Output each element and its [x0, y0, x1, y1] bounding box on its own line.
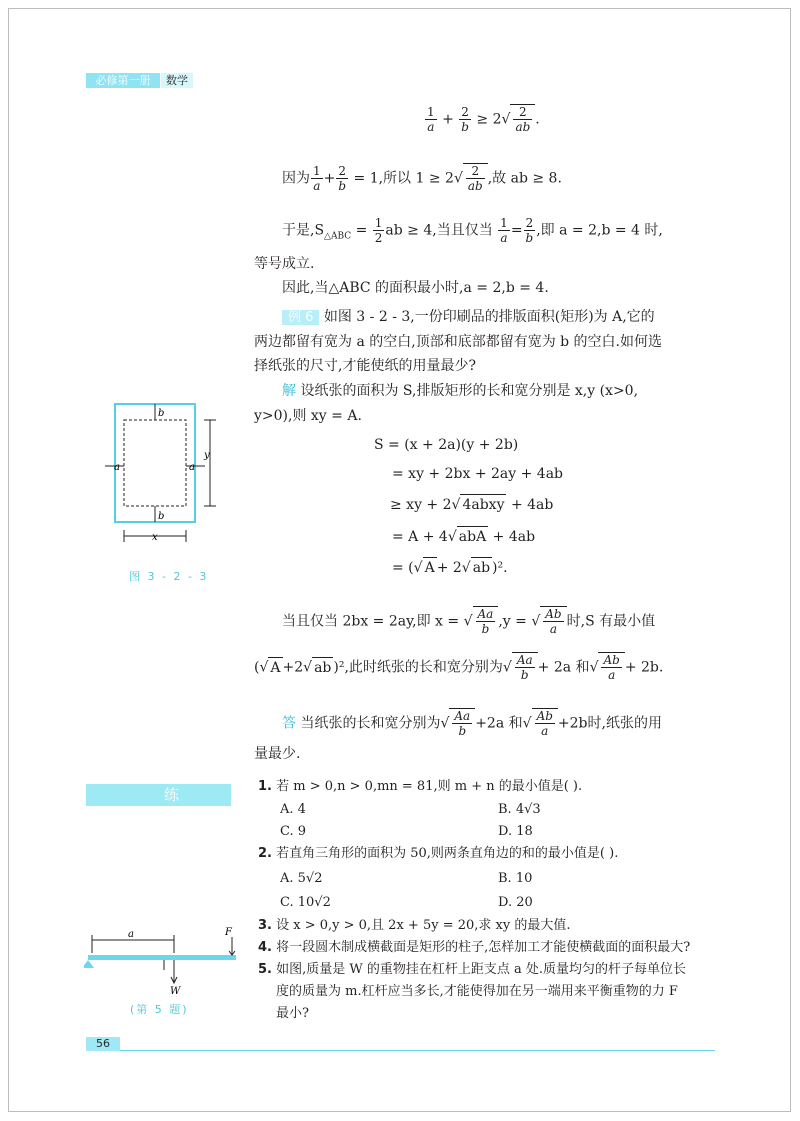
question-3: 3. 设 x > 0,y > 0,且 2x + 5y = 20,求 xy 的最大值. [258, 918, 571, 933]
fig-label-b-bottom: b [158, 511, 165, 522]
question-1: 1. 若 m > 0,n > 0,mn = 81,则 m + n 的最小值是( ). [258, 779, 583, 794]
paragraph-1: 因为 $\frac{1}{a}$ + $\frac{2}{b}$ = 1,所以 1 ≥ 2√ $\frac{2}{ab}$ ,故 ab ≥ 8. [282, 164, 562, 193]
paragraph-2-cont: 等号成立. [254, 256, 315, 272]
top-formula: $\frac{1}{a}$ + $\frac{2}{b}$ ≥ 2√ $\frac{2}{ab}$ . [427, 105, 540, 134]
page-number: 56 [86, 1037, 120, 1051]
condition-line-2: (√ A +2√ ab )²,此时纸张的长和宽分别为√ $\frac{Aa}{b}$ + 2a 和√ $\frac{Ab}{a}$ + 2b. [254, 653, 664, 682]
footer-line [86, 1050, 715, 1051]
question-5: 5. 如图,质量是 W 的重物挂在杠杆上距支点 a 处.质量均匀的杆子每单位长 [258, 962, 687, 977]
fig-label-y: y [204, 450, 210, 461]
q2-option-c: C. 10√2 [280, 895, 331, 910]
fig-label-x: x [152, 532, 158, 543]
example-tag: 例 6 [282, 310, 319, 325]
equation-3: ≥ xy + 2√ 4abxy + 4ab [390, 494, 553, 515]
print-rect [124, 420, 186, 506]
solution-line-1: 解 设纸张的面积为 S,排版矩形的长和宽分别是 x,y (x>0, [282, 383, 639, 399]
q1-option-a: A. 4 [280, 802, 306, 817]
solution-tag: 解 [282, 383, 296, 399]
paper-rect [115, 404, 195, 522]
fig-label-a-left: a [114, 462, 120, 473]
solution-line-2: y>0),则 xy = A. [254, 408, 362, 424]
answer-line-2: 量最少. [254, 746, 301, 762]
equation-4: = A + 4√ abA + 4ab [392, 526, 535, 547]
paragraph-3: 因此,当△ABC 的面积最小时,a = 2,b = 4. [282, 280, 549, 296]
question-4: 4. 将一段圆木制成横截面是矩形的柱子,怎样加工才能使横截面的面积最大? [258, 940, 691, 955]
book-label: 必修第一册 [86, 73, 160, 88]
equation-2: = xy + 2bx + 2ay + 4ab [392, 466, 564, 482]
q1-option-b: B. 4√3 [498, 802, 541, 817]
example-line-1: 例 6 如图 3 - 2 - 3,一份印刷品的排版面积(矩形)为 A,它的 [282, 307, 655, 328]
question-5-line-3: 最小? [276, 1006, 309, 1021]
condition-line-1: 当且仅当 2bx = 2ay,即 x = √ $\frac{Aa}{b}$ ,y = √ $\frac{Ab}{a}$ 时,S 有最小值 [282, 607, 656, 636]
q2-option-d: D. 20 [498, 895, 533, 910]
fig-label-a-right: a [189, 462, 195, 473]
question-2: 2. 若直角三角形的面积为 50,则两条直角边的和的最小值是( ). [258, 846, 619, 861]
lever-figure [84, 925, 240, 995]
lever-label-f: F [225, 927, 232, 938]
equation-1: S = (x + 2a)(y + 2b) [374, 437, 519, 453]
example-line-3: 择纸张的尺寸,才能使纸的用量最少? [254, 358, 476, 374]
subject-label: 数学 [161, 73, 193, 88]
answer-line-1: 答 当纸张的长和宽分别为√ $\frac{Aa}{b}$ +2a 和√ $\frac{Ab}{a}$ +2b时,纸张的用 [282, 709, 662, 738]
question-5-line-2: 度的质量为 m.杠杆应当多长,才能使得加在另一端用来平衡重物的力 F [276, 984, 678, 999]
lever-bar [88, 955, 236, 960]
lever-caption: (第 5 题) [130, 1003, 189, 1016]
equation-5: = (√ A + 2√ ab )². [392, 557, 508, 578]
q1-option-d: D. 18 [498, 824, 533, 839]
answer-tag: 答 [282, 715, 296, 732]
figure-caption: 图 3 - 2 - 3 [129, 570, 209, 583]
paragraph-2: 于是$,S_{\triangle ABC}$ = $\frac{1}{2}$ ab ≥ 4,当且仅当 $\frac{1}{a}$ = $\frac{2}{b}$ ,即 a = 2,b = 4 时, [282, 216, 663, 245]
figure-3-2-3 [100, 398, 220, 550]
example-line-2: 两边都留有宽为 a 的空白,顶部和底部都留有宽为 b 的空白.如何选 [254, 334, 663, 350]
q2-option-b: B. 10 [498, 871, 533, 886]
exercise-title-bar: 练习 [86, 784, 231, 806]
lever-label-a: a [128, 929, 134, 940]
fig-label-b-top: b [158, 408, 165, 419]
q1-option-c: C. 9 [280, 824, 307, 839]
lever-label-w: W [170, 986, 181, 995]
fulcrum [84, 960, 94, 968]
q2-option-a: A. 5√2 [280, 871, 323, 886]
